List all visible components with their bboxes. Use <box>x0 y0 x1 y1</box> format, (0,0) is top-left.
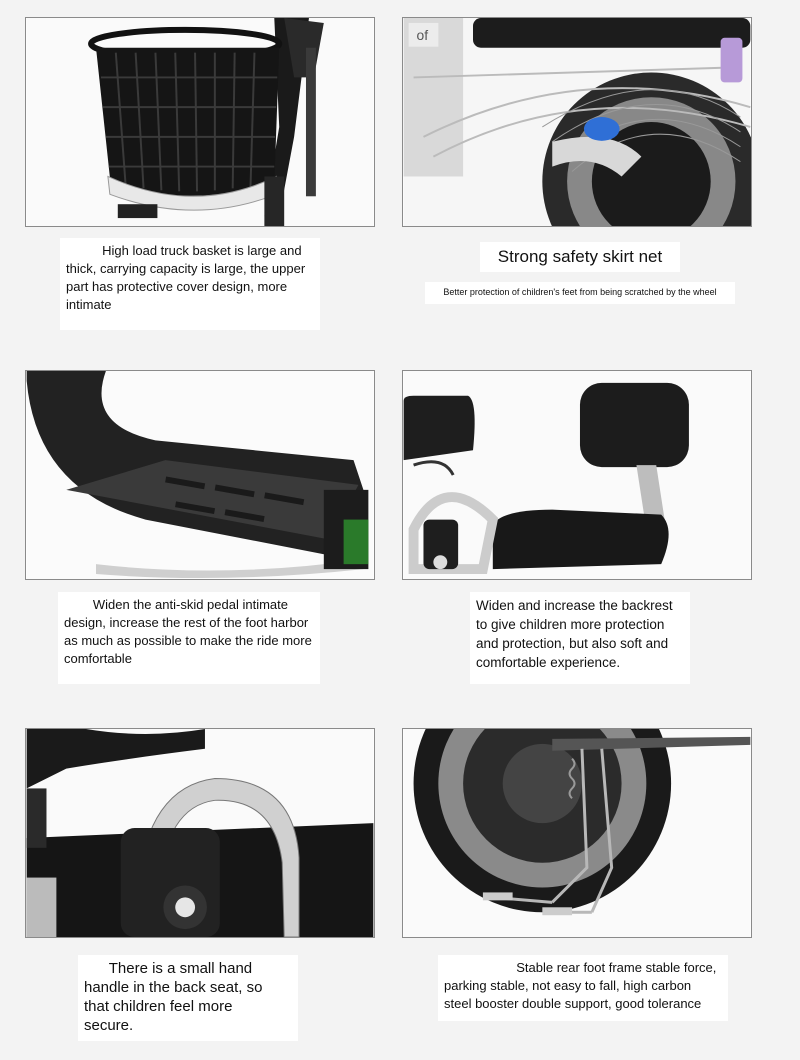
basket-caption-line: High load truck basket is large and <box>66 243 302 258</box>
backrest-caption-line: and protection, but also soft and <box>476 636 669 651</box>
basket-caption-line: intimate <box>66 297 112 312</box>
handle-caption-line: that children feel more <box>84 998 233 1015</box>
basket-photo <box>25 17 375 227</box>
foot-frame-photo <box>402 728 752 938</box>
skirt-net-photo <box>402 17 752 227</box>
basket-illustration <box>26 18 374 226</box>
backrest-illustration <box>403 371 751 579</box>
backrest-photo <box>402 370 752 580</box>
sticker-text: of <box>416 26 429 43</box>
handle-caption-line: There is a small hand <box>84 960 253 977</box>
pedal-caption-line: as much as possible to make the ride more <box>64 633 312 648</box>
basket-caption <box>60 238 320 330</box>
pedal-photo <box>25 370 375 580</box>
basket-caption-line: part has protective cover design, more <box>66 279 288 294</box>
skirt-net-title: Strong safety skirt net <box>480 242 680 272</box>
backrest-caption-line: to give children more protection <box>476 617 665 632</box>
backrest-caption-line: comfortable experience. <box>476 655 621 670</box>
foot-frame-caption-line: parking stable, not easy to fall, high carbon <box>444 978 692 993</box>
foot-frame-caption <box>438 955 728 1021</box>
pedal-caption-line: comfortable <box>64 651 132 666</box>
handle-caption <box>78 955 298 1041</box>
handle-caption-line: secure. <box>84 1017 134 1034</box>
handle-caption-line: handle in the back seat, so <box>84 979 263 996</box>
skirt-net-subtitle: Better protection of children's feet from being scratched by the wheel <box>425 282 735 304</box>
skirt-net-illustration <box>403 18 751 226</box>
pedal-caption-line: Widen the anti-skid pedal intimate <box>64 597 288 612</box>
pedal-caption <box>58 592 320 684</box>
backrest-caption <box>470 592 690 684</box>
pedal-caption-line: design, increase the rest of the foot harbor <box>64 615 309 630</box>
pedal-illustration <box>26 371 374 579</box>
handle-photo <box>25 728 375 938</box>
foot-frame-illustration <box>403 729 751 937</box>
foot-frame-caption-line: steel booster double support, good tolerance <box>444 996 702 1011</box>
foot-frame-caption-line: Stable rear foot frame stable force, <box>444 960 717 975</box>
handle-illustration <box>26 729 374 937</box>
basket-caption-line: thick, carrying capacity is large, the upper <box>66 261 306 276</box>
backrest-caption-line: Widen and increase the backrest <box>476 598 673 613</box>
